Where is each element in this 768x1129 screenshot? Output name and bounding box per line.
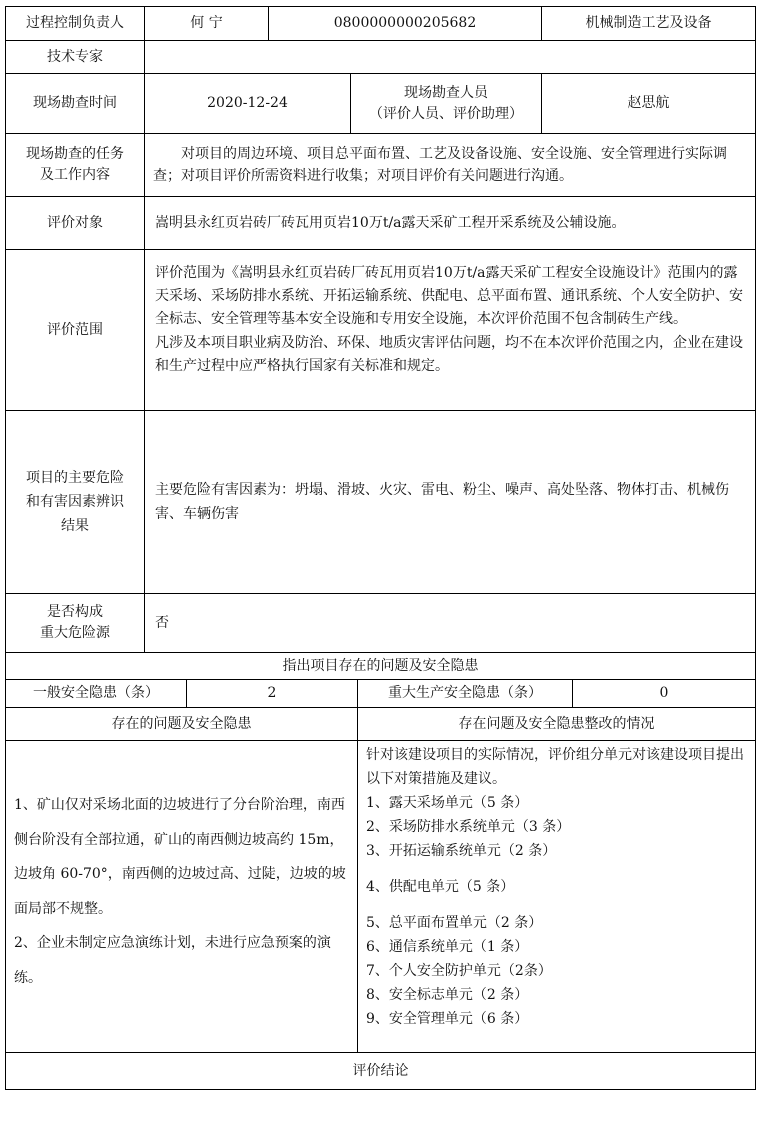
specialty: 机械制造工艺及设备	[541, 6, 756, 41]
certificate-number: 0800000000205682	[268, 6, 542, 41]
survey-task-content	[144, 133, 756, 197]
survey-staff-label-line1: 现场勘查人员	[404, 84, 488, 101]
conclusion-title: 评价结论	[5, 1052, 756, 1090]
major-production-hazard-count: 0	[572, 679, 756, 708]
major-hazard-label	[5, 593, 145, 653]
issues-content	[5, 740, 358, 1053]
issues-header: 存在的问题及安全隐患	[5, 707, 358, 741]
hazard-label-line2: 和有害因素辨识	[26, 494, 124, 510]
issue-item-1: 1、矿山仅对采场北面的边坡进行了分台阶治理，南西侧台阶没有全部拉通，矿山的南西侧边坡高约 15m，边坡角 60-70°，南西侧的边坡过高、过陡，边坡的坡面局部不规整。	[14, 797, 346, 917]
rectify-item: 7、个人安全防护单元（2条）	[366, 963, 552, 979]
survey-task-label-line1: 现场勘查的任务	[26, 146, 124, 162]
rectify-item: 5、总平面布置单元（2 条）	[366, 915, 543, 931]
evaluation-form	[5, 6, 756, 1090]
survey-staff-name: 赵思航	[541, 73, 756, 134]
eval-object-label: 评价对象	[5, 196, 145, 250]
hazard-label-line1: 项目的主要危险	[26, 470, 124, 486]
rectify-item: 2、采场防排水系统单元（3 条）	[366, 819, 571, 835]
rectify-item: 3、开拓运输系统单元（2 条）	[366, 843, 557, 859]
major-production-hazard-label: 重大生产安全隐患（条）	[357, 679, 573, 708]
survey-date: 2020-12-24	[144, 73, 351, 134]
survey-task-label	[5, 133, 145, 197]
rectify-item: 9、安全管理单元（6 条）	[366, 1011, 529, 1027]
eval-scope-para1: 评价范围为《嵩明县永红页岩砖厂砖瓦用页岩10万t/a露天采矿工程安全设施设计》范围内的露天采场、采场防排水系统、开拓运输系统、供配电、总平面布置、通讯系统、个人安全防护、安全标志、安全管理等基本安全设施和专用安全设施，本次评价范围不包含制砖生产线。	[155, 265, 743, 328]
eval-scope-label: 评价范围	[5, 249, 145, 411]
major-hazard-label-line1: 是否构成	[47, 604, 103, 620]
eval-scope-content	[144, 249, 756, 411]
survey-task-label-line2: 及工作内容	[40, 167, 110, 183]
tech-expert-label: 技术专家	[5, 40, 145, 74]
rectify-item: 6、通信系统单元（1 条）	[366, 939, 529, 955]
survey-staff-label-line2: （评价人员、评价助理）	[369, 105, 523, 122]
major-hazard-value: 否	[144, 593, 756, 653]
issue-item-2: 2、企业未制定应急演练计划，未进行应急预案的演练。	[14, 935, 331, 986]
rectify-content	[357, 740, 756, 1053]
process-owner-label: 过程控制负责人	[5, 6, 145, 41]
hazard-label-line3: 结果	[61, 518, 89, 534]
hazard-content: 主要危险有害因素为：坍塌、滑坡、火灾、雷电、粉尘、噪声、高处坠落、物体打击、机械伤害、车辆伤害	[144, 410, 756, 594]
general-hazard-count: 2	[186, 679, 358, 708]
rectify-item: 8、安全标志单元（2 条）	[366, 987, 529, 1003]
survey-time-label: 现场勘查时间	[5, 73, 145, 134]
tech-expert-value	[144, 40, 756, 74]
rectify-intro: 针对该建设项目的实际情况，评价组分单元对该建设项目提出以下对策措施及建议。	[366, 747, 744, 787]
general-hazard-label: 一般安全隐患（条）	[5, 679, 187, 708]
eval-object-content: 嵩明县永红页岩砖厂砖瓦用页岩10万t/a露天采矿工程开采系统及公辅设施。	[144, 196, 756, 250]
eval-scope-para2: 凡涉及本项目职业病及防治、环保、地质灾害评估问题，均不在本次评价范围之内，企业在建设和生产过程中应严格执行国家有关标准和规定。	[155, 334, 743, 374]
rectify-header: 存在问题及安全隐患整改的情况	[357, 707, 756, 741]
rectify-item: 1、露天采场单元（5 条）	[366, 795, 529, 811]
survey-staff-label	[350, 73, 542, 134]
major-hazard-label-line2: 重大危险源	[40, 625, 110, 641]
survey-task-text: 对项目的周边环境、项目总平面布置、工艺及设备设施、安全设施、安全管理进行实际调查；对项目评价所需资料进行收集；对项目评价有关问题进行沟通。	[153, 146, 727, 184]
section-title: 指出项目存在的问题及安全隐患	[5, 652, 756, 680]
process-owner-name: 何 宁	[144, 6, 269, 41]
rectify-item: 4、供配电单元（5 条）	[366, 879, 515, 895]
hazard-label	[5, 410, 145, 594]
